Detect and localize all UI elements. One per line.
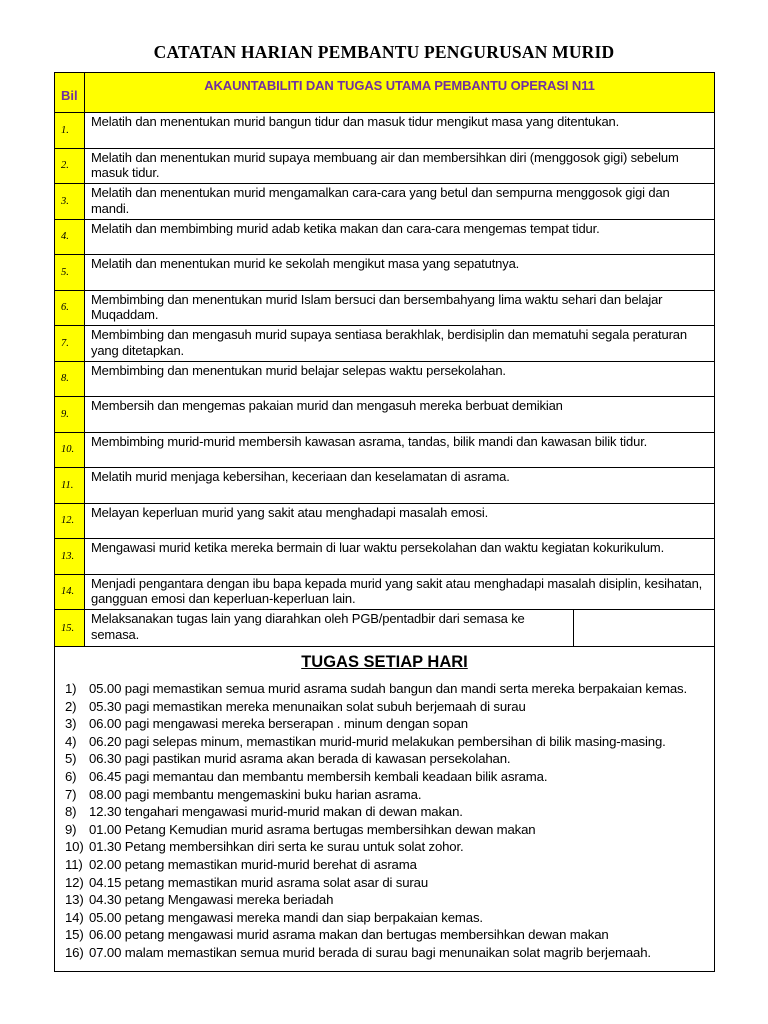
row-text: Membimbing dan menentukan murid Islam bersuci dan bersembahyang lima waktu sehari dan belajar Muqaddam. bbox=[91, 291, 663, 322]
table-row bbox=[55, 326, 715, 362]
row-number: 8. bbox=[55, 361, 85, 397]
list-item bbox=[65, 750, 714, 768]
row-number: 2. bbox=[55, 148, 85, 184]
row-cell bbox=[85, 432, 715, 468]
table-row bbox=[55, 539, 715, 575]
row-text: Membimbing dan mengasuh murid supaya sentiasa berakhlak, berdisiplin dan mematuhi segala peraturan yang ditetapkan. bbox=[91, 327, 687, 358]
list-item bbox=[65, 698, 714, 716]
row-text: Melatih dan membimbing murid adab ketika makan dan cara-cara mengemas tempat tidur. bbox=[91, 220, 600, 236]
row-cell bbox=[85, 255, 715, 291]
row-text: Melatih dan menentukan murid supaya membuang air dan membersihkan diri (menggosok gigi) sebelum masuk tidur. bbox=[91, 149, 679, 180]
row-number: 10. bbox=[55, 432, 85, 468]
list-item-number: 5) bbox=[65, 751, 77, 767]
row-number: 1. bbox=[55, 113, 85, 149]
row-text: Menjadi pengantara dengan ibu bapa kepada murid yang sakit atau menghadapi masalah disiplin, kesihatan, gangguan emosi dan keperluan-keperluan lain. bbox=[91, 575, 703, 606]
list-item-number: 8) bbox=[65, 804, 77, 820]
row-text: Melatih murid menjaga kebersihan, keceriaan dan keselamatan di asrama. bbox=[91, 469, 510, 484]
list-item-text: 12.30 tengahari mengawasi murid-murid makan di dewan makan. bbox=[89, 804, 463, 820]
empty-cell bbox=[573, 610, 714, 646]
row-cell bbox=[85, 610, 715, 647]
table-row bbox=[55, 610, 715, 647]
row-cell bbox=[85, 184, 715, 220]
list-item bbox=[65, 838, 714, 856]
list-item-text: 05.00 petang mengawasi mereka mandi dan siap berpakaian kemas. bbox=[89, 909, 483, 925]
row-text: Membimbing dan menentukan murid belajar selepas waktu persekolahan. bbox=[91, 362, 506, 378]
page-title: CATATAN HARIAN PEMBANTU PENGURUSAN MURID bbox=[153, 42, 615, 62]
list-item-number: 6) bbox=[65, 768, 77, 784]
row-cell bbox=[85, 574, 715, 610]
list-item-number: 9) bbox=[65, 821, 77, 837]
row-number: 3. bbox=[55, 184, 85, 220]
row-cell bbox=[85, 539, 715, 575]
list-item-number: 15) bbox=[65, 927, 84, 943]
row-number: 6. bbox=[55, 290, 85, 326]
row-text: Melatih dan menentukan murid bangun tidur dan masuk tidur mengikut masa yang ditentukan. bbox=[91, 114, 620, 129]
table-row bbox=[55, 432, 715, 468]
list-item bbox=[65, 891, 714, 909]
row-text: Melayan keperluan murid yang sakit atau menghadapi masalah emosi. bbox=[91, 504, 489, 520]
list-item-text: 05.30 pagi memastikan mereka menunaikan solat subuh berjemaah di surau bbox=[89, 698, 526, 714]
list-item bbox=[65, 803, 714, 821]
row-inner bbox=[91, 611, 710, 646]
row-cell bbox=[85, 148, 715, 184]
row-text: Membimbing murid-murid membersih kawasan asrama, tandas, bilik mandi dan kawasan bilik tidur. bbox=[91, 433, 648, 449]
list-item-number: 11) bbox=[65, 856, 83, 872]
row-number: 11. bbox=[55, 468, 85, 504]
row-number: 15. bbox=[55, 610, 85, 647]
table-row bbox=[55, 148, 715, 184]
list-item bbox=[65, 821, 714, 839]
list-item bbox=[65, 856, 714, 874]
list-item-number: 10) bbox=[65, 839, 84, 855]
row-number: 14. bbox=[55, 574, 85, 610]
list-item bbox=[65, 733, 714, 751]
header-title: AKAUNTABILITI DAN TUGAS UTAMA PEMBANTU OPERASI N11 bbox=[85, 73, 715, 113]
row-number: 4. bbox=[55, 219, 85, 255]
row-number: 9. bbox=[55, 397, 85, 433]
list-item-number: 4) bbox=[65, 733, 77, 749]
row-text: Melaksanakan tugas lain yang diarahkan oleh PGB/pentadbir dari semasa ke semasa. bbox=[91, 611, 525, 642]
table-row bbox=[55, 397, 715, 433]
list-item bbox=[65, 768, 714, 786]
daily-section bbox=[55, 647, 715, 972]
duties-table bbox=[54, 72, 715, 972]
list-item-number: 12) bbox=[65, 874, 84, 890]
row-text: Melatih dan menentukan murid mengamalkan cara-cara yang betul dan sempurna menggosok gigi dan mandi. bbox=[91, 185, 670, 216]
table-row bbox=[55, 361, 715, 397]
list-item-text: 01.30 Petang membersihkan diri serta ke surau untuk solat zohor. bbox=[89, 839, 464, 855]
list-item-number: 2) bbox=[65, 698, 77, 714]
list-item-number: 7) bbox=[65, 786, 77, 802]
row-cell bbox=[85, 397, 715, 433]
row-cell bbox=[85, 290, 715, 326]
row-number: 5. bbox=[55, 255, 85, 291]
table-row bbox=[55, 184, 715, 220]
row-number: 7. bbox=[55, 326, 85, 362]
list-item-text: 04.15 petang memastikan murid asrama solat asar di surau bbox=[89, 874, 429, 890]
daily-list bbox=[55, 680, 714, 962]
daily-section-row bbox=[55, 647, 715, 972]
row-text: Mengawasi murid ketika mereka bermain di luar waktu persekolahan dan waktu kegiatan kokurikulum. bbox=[91, 540, 665, 555]
table-row bbox=[55, 290, 715, 326]
list-item-text: 08.00 pagi membantu mengemaskini buku harian asrama. bbox=[89, 786, 422, 802]
list-item-number: 14) bbox=[65, 909, 84, 925]
row-number: 13. bbox=[55, 539, 85, 575]
table-header-row bbox=[55, 73, 715, 113]
list-item-text: 06.30 pagi pastikan murid asrama akan berada di kawasan persekolahan. bbox=[89, 751, 511, 767]
row-text: Melatih dan menentukan murid ke sekolah mengikut masa yang sepatutnya. bbox=[91, 256, 520, 271]
daily-heading: TUGAS SETIAP HARI bbox=[301, 653, 468, 671]
row-number: 12. bbox=[55, 503, 85, 539]
row-cell bbox=[85, 361, 715, 397]
list-item bbox=[65, 926, 714, 944]
list-item-number: 16) bbox=[65, 944, 84, 960]
list-item-number: 13) bbox=[65, 892, 84, 908]
list-item-number: 3) bbox=[65, 716, 77, 732]
list-item-text: 02.00 petang memastikan murid-murid berehat di asrama bbox=[89, 856, 417, 872]
row-cell bbox=[85, 468, 715, 504]
list-item-text: 06.20 pagi selepas minum, memastikan murid-murid melakukan pembersihan di bilik masing-masing. bbox=[89, 733, 666, 749]
list-item-text: 07.00 malam memastikan semua murid berada di surau bagi menunaikan solat magrib berjemaah. bbox=[89, 944, 651, 960]
row-cell bbox=[85, 326, 715, 362]
list-item bbox=[65, 874, 714, 892]
row-cell bbox=[85, 503, 715, 539]
list-item bbox=[65, 786, 714, 804]
list-item-text: 05.00 pagi memastikan semua murid asrama sudah bangun dan mandi serta mereka berpakaian kemas. bbox=[89, 681, 687, 696]
table-row bbox=[55, 219, 715, 255]
table-row bbox=[55, 503, 715, 539]
list-item-text: 04.30 petang Mengawasi mereka beriadah bbox=[89, 892, 334, 908]
table-row bbox=[55, 113, 715, 149]
list-item-text: 01.00 Petang Kemudian murid asrama bertugas membersihkan dewan makan bbox=[89, 821, 536, 837]
row-cell bbox=[85, 113, 715, 149]
list-item bbox=[65, 680, 714, 698]
table-row bbox=[55, 468, 715, 504]
header-bil: Bil bbox=[55, 73, 85, 113]
list-item bbox=[65, 944, 714, 962]
list-item bbox=[65, 909, 714, 927]
row-cell bbox=[85, 219, 715, 255]
list-item-text: 06.45 pagi memantau dan membantu membersih kembali keadaan bilik asrama. bbox=[89, 768, 548, 784]
list-item-text: 06.00 pagi mengawasi mereka berserapan . minum dengan sopan bbox=[89, 716, 468, 732]
list-item-number: 1) bbox=[65, 681, 77, 696]
row-text: Membersih dan mengemas pakaian murid dan mengasuh mereka berbuat demikian bbox=[91, 398, 563, 413]
list-item-text: 06.00 petang mengawasi murid asrama makan dan bertugas membersihkan dewan makan bbox=[89, 927, 609, 943]
list-item bbox=[65, 715, 714, 733]
table-row bbox=[55, 574, 715, 610]
table-row bbox=[55, 255, 715, 291]
